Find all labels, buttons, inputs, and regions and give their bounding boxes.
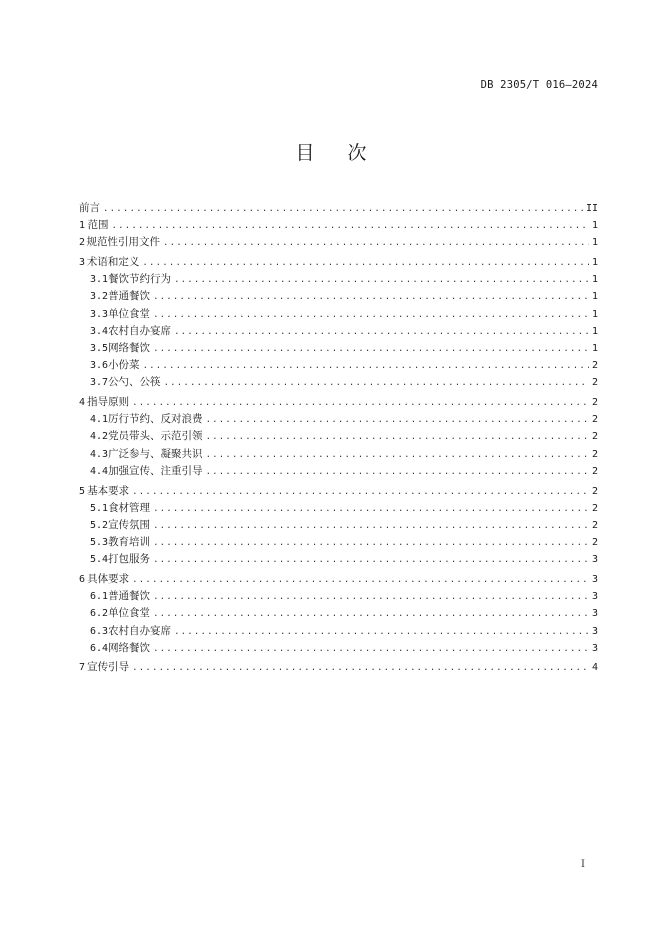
toc-entry-number: 3.2 [90,291,109,303]
toc-entry-title: 网络餐饮 [108,641,151,654]
toc-entry[interactable] [79,623,598,640]
toc-entry-page: 2 [591,377,598,389]
toc-leader-dots [132,660,589,677]
toc-leader-dots [103,201,583,218]
toc-entry-number: 4.4 [90,465,109,477]
toc-entry-number: 2 [79,237,86,249]
toc-entry-page: 2 [591,360,598,372]
toc-entry[interactable] [79,588,598,605]
toc-entry-page: 4 [591,662,598,674]
toc-leader-dots [174,272,589,289]
toc-entry-page: 2 [591,414,598,426]
toc-entry-title: 指导原则 [87,396,130,409]
toc-leader-dots [153,606,589,623]
toc-entry[interactable] [79,323,598,340]
toc-leader-dots [153,307,589,324]
toc-entry-title: 宣传氛围 [108,518,151,531]
toc-entry[interactable] [79,500,598,517]
toc-entry-title: 普通餐饮 [108,290,151,303]
toc-leader-dots [143,358,589,375]
toc-entry[interactable] [79,659,598,676]
toc-entry-page: 1 [591,274,598,286]
toc-entry[interactable] [79,374,598,391]
toc-entry-title: 普通餐饮 [108,590,151,603]
toc-leader-dots [153,589,589,606]
toc-entry-number: 1 [79,220,86,232]
toc-entry-page: 3 [591,608,598,620]
toc-entry[interactable] [79,640,598,657]
toc-entry-page: 3 [591,554,598,566]
toc-entry-page: 1 [591,343,598,354]
toc-entry-title: 范围 [87,219,109,232]
toc-entry[interactable] [79,411,598,428]
toc-leader-dots [153,641,589,658]
toc-entry[interactable] [79,200,598,217]
toc-entry-page: 1 [591,325,598,337]
toc-leader-dots [153,289,589,306]
toc-entry-number: 3.6 [90,360,109,372]
toc-entry-page: 2 [591,485,598,497]
toc-entry[interactable] [79,517,598,534]
toc-entry-number: 4.3 [90,448,109,460]
toc-entry-page: 2 [591,465,598,477]
toc-entry-number: 3.5 [90,343,109,354]
toc-leader-dots [206,412,589,429]
toc-entry[interactable] [79,340,598,357]
toc-entry-number: 5.1 [90,502,109,514]
toc-entry-number: 6.4 [90,642,109,654]
toc-entry-number: 6 [79,573,86,585]
toc-entry[interactable] [79,394,598,411]
toc-leader-dots [142,255,589,272]
toc-entry-number: 3 [79,257,86,269]
toc-entry-title: 打包服务 [108,553,151,566]
toc-entry-number: 6.1 [90,591,109,603]
toc-entry-number: 3.7 [90,377,109,389]
toc-entry-number: 5.4 [90,554,109,566]
toc-entry[interactable] [79,571,598,588]
toc-entry-number: 4.2 [90,431,109,443]
toc-leader-dots [153,552,589,569]
toc-entry-title: 党员带头、示范引领 [108,430,203,443]
toc-entry-title: 农村自办宴席 [108,324,172,337]
toc-entry-page: 1 [591,237,598,249]
toc-entry-number: 4.1 [90,414,109,426]
toc-entry-page: 1 [591,220,598,232]
toc-entry-title: 网络餐饮 [108,342,151,354]
toc-entry-title: 术语和定义 [86,256,140,269]
toc-leader-dots [164,375,589,392]
toc-leader-dots [132,484,589,501]
toc-entry-page: 1 [591,308,598,320]
toc-leader-dots [111,218,589,235]
toc-entry-title: 厉行节约、反对浪费 [108,413,203,426]
toc-entry[interactable] [79,271,598,288]
toc-entry-number: 3.3 [90,308,109,320]
toc-entry-page: II [585,203,598,214]
toc-entry-page: 2 [591,431,598,443]
toc-entry-number: 5 [79,485,86,497]
toc-entry[interactable] [79,483,598,500]
toc-entry[interactable] [79,605,598,622]
toc-entry[interactable] [79,306,598,323]
toc-leader-dots [163,235,589,252]
toc-leader-dots [153,341,589,358]
toc-leader-dots [174,624,589,641]
toc-leader-dots [132,395,589,412]
toc-entry-number: 5.3 [90,537,109,549]
toc-entry-number: 5.2 [90,519,109,531]
toc-entry-page: 1 [591,257,598,269]
toc-leader-dots [206,464,589,481]
toc-entry-title: 加强宣传、注重引导 [108,464,203,477]
toc-leader-dots [132,572,589,589]
toc-entry[interactable] [79,234,598,251]
toc-entry-number: 4 [79,397,86,409]
toc-title: 目次 [295,142,400,164]
toc-entry-number: 6.3 [90,625,109,637]
toc-entry[interactable] [79,463,598,480]
toc-entry-title: 餐饮节约行为 [108,273,172,286]
document-code: DB 2305/T 016—2024 [480,79,598,91]
toc-entry-title: 食材管理 [108,501,151,514]
toc-entry-page: 3 [591,625,598,637]
toc-leader-dots [206,429,589,446]
toc-leader-dots [153,518,589,535]
toc-entry-title: 小份菜 [108,359,140,372]
toc-entry[interactable] [79,534,598,551]
toc-entry-title: 公勺、公筷 [108,376,161,389]
toc-entry-title: 教育培训 [108,536,151,549]
toc-entry-page: 3 [591,642,598,654]
page-number: I [581,859,585,870]
toc-entry[interactable] [79,217,598,234]
toc-entry[interactable] [79,357,598,374]
toc-entry-page: 2 [591,537,598,549]
toc-leader-dots [153,501,589,518]
toc-entry-number: 6.2 [90,608,109,620]
toc-entry-title: 农村自办宴席 [108,624,172,637]
toc-entry-page: 1 [591,291,598,303]
toc-leader-dots [174,324,589,341]
toc-entry-title: 前言 [79,202,100,214]
toc-entry-number: 3.1 [90,274,109,286]
toc-entry-title: 宣传引导 [87,661,130,674]
toc-entry-number: 3.4 [90,325,109,337]
toc-entry-title: 单位食堂 [108,307,151,320]
toc-entry-title: 单位食堂 [108,607,151,620]
toc-entry-title: 规范性引用文件 [86,236,161,249]
table-of-contents [79,200,598,677]
toc-entry-title: 基本要求 [87,484,130,497]
toc-entry-number: 7 [79,662,86,674]
toc-entry[interactable] [79,288,598,305]
toc-entry-title: 具体要求 [87,572,130,585]
toc-entry[interactable] [79,254,598,271]
toc-leader-dots [206,447,589,464]
toc-entry-page: 2 [591,519,598,531]
toc-entry[interactable] [79,551,598,568]
toc-entry-title: 广泛参与、凝聚共识 [108,447,203,460]
toc-entry-page: 2 [591,502,598,514]
toc-entry-page: 3 [591,573,598,585]
toc-entry-page: 3 [591,591,598,603]
toc-entry-page: 2 [591,397,598,409]
toc-entry-page: 2 [591,448,598,460]
toc-entry[interactable] [79,446,598,463]
toc-entry[interactable] [79,428,598,445]
toc-leader-dots [153,535,589,552]
